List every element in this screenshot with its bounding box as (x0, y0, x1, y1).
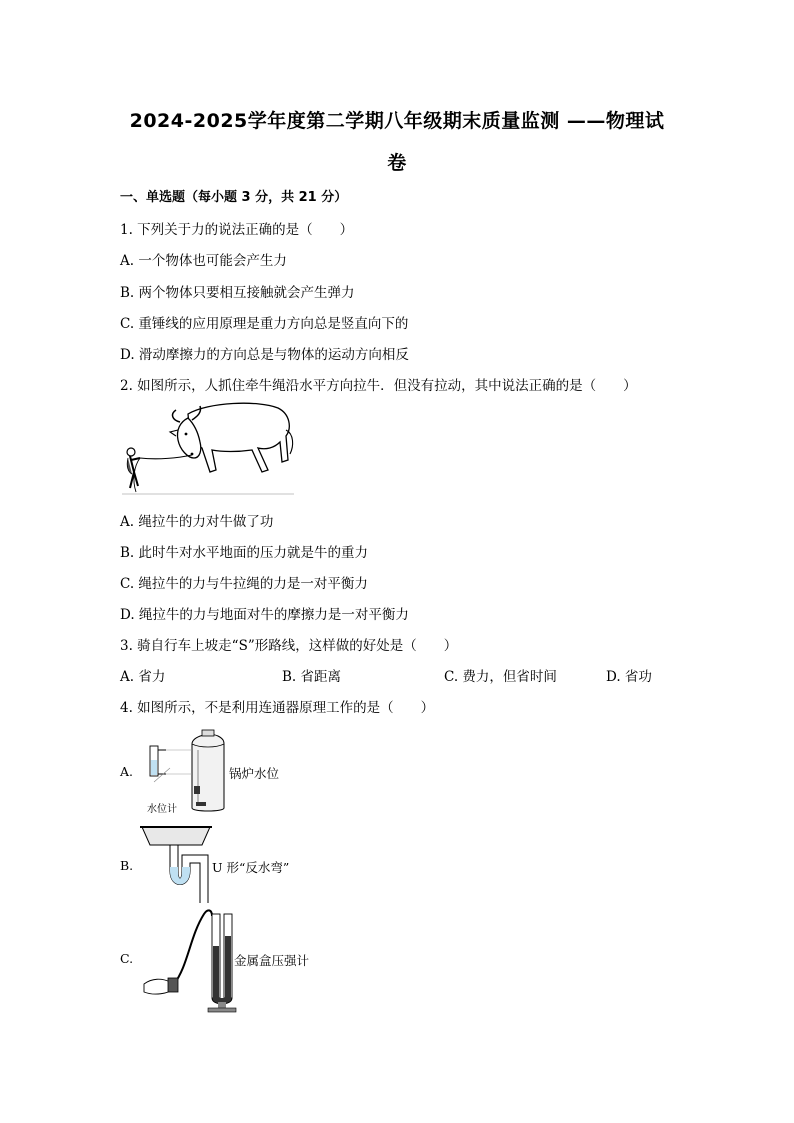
q4-option-a-sublabel: 水位计 (147, 804, 177, 815)
q3-option-a: A. 省力 (120, 669, 166, 685)
q1-stem: 1. 下列关于力的说法正确的是（ ） (120, 222, 354, 238)
q4-option-c-label: 金属盒压强计 (234, 953, 310, 968)
page-title-line2: 卷 (387, 152, 407, 174)
q4-option-a-letter: A. (120, 764, 134, 779)
q1-option-b: B. 两个物体只要相互接触就会产生弹力 (120, 285, 355, 301)
q4-stem: 4. 如图所示，不是利用连通器原理工作的是（ ） (120, 700, 435, 716)
q3-option-b: B. 省距离 (282, 669, 342, 685)
q2-stem: 2. 如图所示，人抓住牵牛绳沿水平方向拉牛．但没有拉动，其中说法正确的是（ ） (120, 378, 637, 394)
q2-option-c: C. 绳拉牛的力与牛拉绳的力是一对平衡力 (120, 576, 368, 592)
q1-option-c: C. 重锤线的应用原理是重力方向总是竖直向下的 (120, 316, 409, 332)
section-heading: 一、单选题（每小题 3 分，共 21 分） (120, 190, 348, 205)
q2-option-d: D. 绳拉牛的力与地面对牛的摩擦力是一对平衡力 (120, 607, 409, 623)
q3-option-d: D. 省功 (606, 669, 652, 685)
q2-option-a: A. 绳拉牛的力对牛做了功 (120, 514, 274, 530)
page-title-line1: 2024-2025学年度第二学期八年级期末质量监测 ——物理试 (129, 110, 665, 132)
u-trap-figure (140, 823, 212, 903)
man-pulling-ox-figure (118, 400, 298, 500)
q3-stem: 3. 骑自行车上坡走“S”形路线，这样做的好处是（ ） (120, 638, 458, 654)
q3-option-c: C. 费力，但省时间 (444, 669, 557, 685)
q4-option-c-letter: C. (120, 951, 134, 966)
q4-option-b-label: U 形“反水弯” (212, 860, 290, 875)
q2-option-b: B. 此时牛对水平地面的压力就是牛的重力 (120, 545, 369, 561)
q4-option-b-letter: B. (120, 858, 134, 873)
q1-option-a: A. 一个物体也可能会产生力 (120, 253, 287, 269)
q4-option-a-label: 锅炉水位 (229, 766, 280, 781)
q1-option-d: D. 滑动摩擦力的方向总是与物体的运动方向相反 (120, 347, 409, 363)
metal-box-manometer-figure (140, 906, 238, 1012)
